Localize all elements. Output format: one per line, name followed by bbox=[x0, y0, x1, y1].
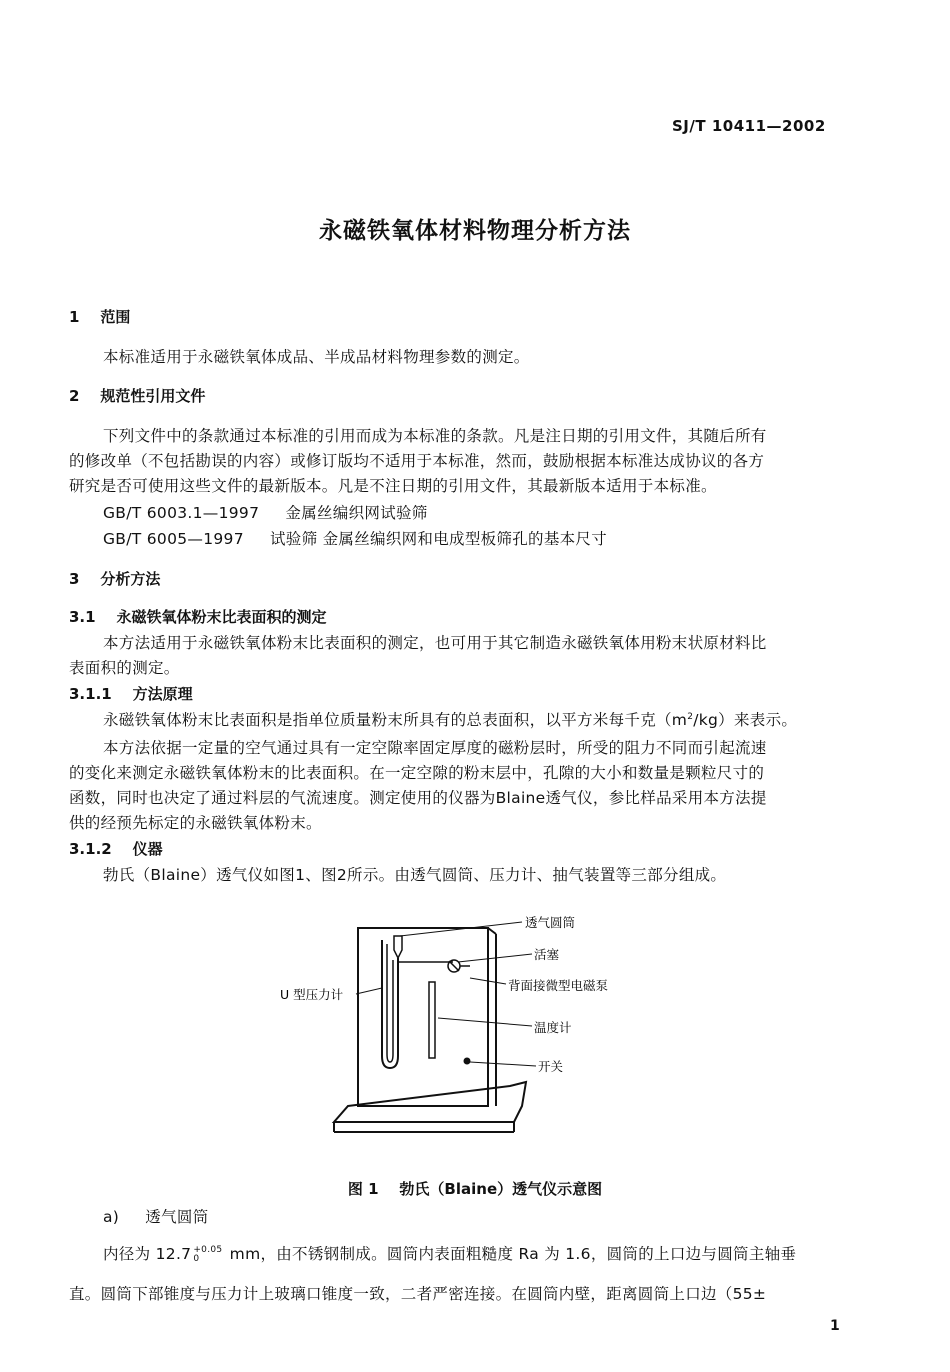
label-thermometer: 温度计 bbox=[534, 1020, 572, 1035]
paragraph-line: 直。圆筒下部锥度与压力计上玻璃口锥度一致，二者严密连接。在圆筒内壁，距离圆筒上口边（55± bbox=[69, 1285, 767, 1303]
paragraph-line: 供的经预先标定的永磁铁氧体粉末。 bbox=[69, 814, 322, 832]
standard-number: SJ/T 10411—2002 bbox=[672, 117, 826, 135]
paragraph-line: 本方法适用于永磁铁氧体粉末比表面积的测定，也可用于其它制造永磁铁氧体用粉末状原材料比 bbox=[103, 634, 767, 652]
figure-title: 勃氏（Blaine）透气仪示意图 bbox=[399, 1180, 603, 1198]
board bbox=[358, 928, 488, 1106]
section-number: 3 bbox=[69, 570, 80, 588]
section-number: 3.1.1 bbox=[69, 685, 112, 703]
section-title: 范围 bbox=[100, 308, 131, 326]
reference-code: GB/T 6003.1—1997 bbox=[103, 504, 260, 522]
label-cylinder: 透气圆筒 bbox=[525, 915, 576, 930]
section-2-heading bbox=[69, 385, 205, 406]
u-manometer bbox=[382, 940, 398, 1068]
text-fragment: mm，由不锈钢制成。圆筒内表面粗糙度 Ra 为 1.6，圆筒的上口边与圆筒主轴垂 bbox=[224, 1245, 797, 1263]
switch bbox=[464, 1058, 470, 1064]
reference-item bbox=[103, 501, 428, 523]
thermometer bbox=[429, 982, 435, 1058]
section-title: 分析方法 bbox=[100, 570, 161, 588]
page-number: 1 bbox=[830, 1318, 840, 1334]
label-magnet: 背面接微型电磁泵 bbox=[508, 978, 609, 993]
list-item-title: 透气圆筒 bbox=[145, 1208, 209, 1226]
reference-title: 试验筛 金属丝编织网和电成型板筛孔的基本尺寸 bbox=[270, 530, 608, 548]
tolerance-upper: +0.05 bbox=[193, 1244, 223, 1255]
section-title: 永磁铁氧体粉末比表面积的测定 bbox=[116, 608, 327, 626]
section-3-heading bbox=[69, 568, 160, 589]
label-stopcock: 活塞 bbox=[534, 947, 560, 962]
paragraph-line: 本方法依据一定量的空气通过具有一定空隙率固定厚度的磁粉层时，所受的阻力不同而引起流速 bbox=[103, 739, 767, 757]
figure-number: 图 1 bbox=[347, 1180, 379, 1198]
subsection-3-1-2-heading bbox=[69, 838, 163, 859]
paragraph-line: 研究是否可使用这些文件的最新版本。凡是不注日期的引用文件，其最新版本适用于本标准。 bbox=[69, 477, 717, 495]
paragraph-line: 下列文件中的条款通过本标准的引用而成为本标准的条款。凡是注日期的引用文件，其随后所有 bbox=[103, 427, 767, 445]
section-number: 3.1 bbox=[69, 608, 96, 626]
paragraph-line: 函数，同时也决定了通过料层的气流速度。测定使用的仪器为Blaine透气仪，参比样品采用本方法提 bbox=[69, 789, 767, 807]
section-title: 规范性引用文件 bbox=[100, 387, 206, 405]
reference-item bbox=[103, 527, 607, 549]
figure-caption bbox=[0, 1178, 950, 1199]
section-title: 方法原理 bbox=[132, 685, 193, 703]
paragraph: 本标准适用于永磁铁氧体成品、半成品材料物理参数的测定。 bbox=[103, 348, 530, 366]
paragraph-line: 表面积的测定。 bbox=[69, 659, 180, 677]
tolerance-lower: 0 bbox=[193, 1253, 200, 1264]
apparatus-drawing bbox=[334, 922, 536, 1132]
section-number: 3.1.2 bbox=[69, 840, 112, 858]
section-number: 2 bbox=[69, 387, 80, 405]
superscript: 2 bbox=[687, 711, 694, 722]
text-fragment: 永磁铁氧体粉末比表面积是指单位质量粉末所具有的总表面积，以平方米每千克（m bbox=[103, 711, 688, 729]
subsection-3-1-heading bbox=[69, 606, 326, 627]
subsection-3-1-1-heading bbox=[69, 683, 193, 704]
paragraph-line bbox=[103, 708, 797, 730]
tolerance bbox=[193, 1246, 222, 1264]
label-manometer: U 型压力计 bbox=[280, 987, 344, 1002]
label-switch: 开关 bbox=[538, 1059, 564, 1074]
list-item-heading bbox=[103, 1205, 209, 1227]
section-number: 1 bbox=[69, 308, 80, 326]
paragraph-line bbox=[103, 1242, 796, 1264]
document-title: 永磁铁氧体材料物理分析方法 bbox=[319, 218, 631, 244]
reference-code: GB/T 6005—1997 bbox=[103, 530, 244, 548]
paragraph-line: 的修改单（不包括勘误的内容）或修订版均不适用于本标准，然而，鼓励根据本标准达成协议的各方 bbox=[69, 452, 765, 470]
section-1-heading bbox=[69, 306, 130, 327]
paragraph-line: 勃氏（Blaine）透气仪如图1、图2所示。由透气圆筒、压力计、抽气装置等三部分组成。 bbox=[103, 866, 727, 884]
cylinder bbox=[394, 936, 402, 958]
blaine-apparatus-figure bbox=[270, 908, 650, 1140]
section-title: 仪器 bbox=[132, 840, 163, 858]
text-fragment: 内径为 12.7 bbox=[103, 1245, 192, 1263]
paragraph-line: 的变化来测定永磁铁氧体粉末的比表面积。在一定空隙的粉末层中，孔隙的大小和数量是颗粒尺寸的 bbox=[69, 764, 765, 782]
list-item-label: a) bbox=[103, 1208, 120, 1226]
base bbox=[334, 1082, 526, 1122]
text-fragment: /kg）来表示。 bbox=[693, 711, 798, 729]
reference-title: 金属丝编织网试验筛 bbox=[285, 504, 428, 522]
